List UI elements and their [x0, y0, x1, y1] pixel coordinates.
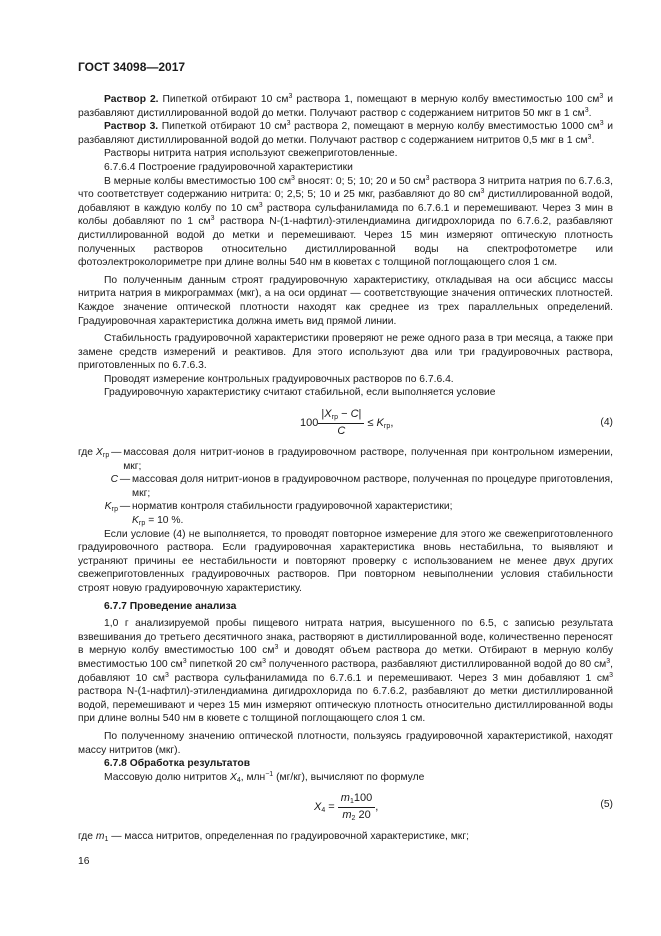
formula-4: 100 $\frac{|X_{гр} - C|}{C}$ ≤ $K_{гр}$, (4): [300, 408, 613, 437]
paragraph-solution-3: Раствор 3. Пипеткой отбирают 10 $см^3$ раствора 2, помещают в мерную колбу вместимостью 1000 $см^3$ и разбавляют дистиллированной водой до метки. Получают раствор с содержанием нитритов 0,5 мкг в 1 $см^3$.: [78, 120, 613, 146]
formula-4-definitions: [78, 446, 613, 528]
formula-5: $X_4$ = $\frac{m_1100}{m_2 20}$ , (5): [314, 792, 613, 822]
paragraph-control-measurement: Проводят измерение контрольных градуировочных растворов по 6.7.6.4.: [104, 373, 454, 385]
paragraph-repeat-measurement: Если условие (4) не выполняется, то проводят повторное измерение для этого же свежеприготовленного градуировочного раствора. Если градуировочная характеристика вновь нестабильна, то выявляют и устраняют причины ее нестабильности и повторяют проверку с использованием не менее двух других свежеприготовленных градуировочных растворов. При повторном невыполнении условия стабильности строят новую градуировочную характеристику.: [78, 528, 613, 594]
equation-number-4: (4): [600, 417, 613, 429]
section-heading-6-7-8: 6.7.8 Обработка результатов: [104, 758, 251, 770]
definition-k-gr: $K_{гр}$ — норматив контроля стабильности градуировочной характеристики;: [104, 501, 453, 514]
definition-c: C — массовая доля нитрит-ионов в градуировочном растворе, полученная по процедуре приготовления, мкг;: [110, 474, 613, 499]
paragraph-fresh-solutions: Растворы нитрита натрия используют свежеприготовленные.: [104, 148, 398, 160]
definition-m1: где $m_1$ — масса нитритов, определенная по градуировочной характеристике, мкг;: [78, 831, 469, 844]
page-header: ГОСТ 34098—2017: [78, 60, 186, 74]
equation-number-5: (5): [600, 799, 613, 811]
paragraph-find-nitrite-mass: По полученному значению оптической плотности, пользуясь градуировочной характеристикой, находят массу нитритов (мкг).: [78, 730, 613, 756]
paragraph-mass-fraction: Массовую долю нитритов $X_4$, млн$^{-1}$ (мг/кг), вычисляют по формуле: [104, 770, 425, 784]
page-number: 16: [78, 856, 90, 867]
paragraph-analysis-procedure: 1,0 г анализируемой пробы пищевого нитрата натрия, высушенного по 6.5, с записью результата взвешивания до третьего десятичного знака, растворяют в дистиллированной воде, количественно переносят в мерную колбу вместимостью 100 $см^3$ и доводят объем раствора до метки. Отбирают в мерную колбу вместимостью 100 $см^3$ пипеткой 20 $см^3$ полученного раствора, разбавляют дистиллированной водой до 80 $см^3$, добавляют 10 $см^3$ раствора сульфаниламида по 6.7.6.1 и перемешивают. Через 3 мин добавляют 1 $см^3$ раствора N-(1-нафтил)-этилендиамина дигидрохлорида по 6.7.6.2, разбавляют до метки дистиллированной водой, перемешивают и через 15 мин измеряют оптическую плотность относительно дистиллированной воды при длине волны 540 нм в кювете с толщиной поглощающего слоя 1 см.: [78, 618, 613, 725]
definition-x-gr: где $X_{гр}$ — массовая доля нитрит-ионов в градуировочном растворе, полученная при контрольном измерении, мкг;: [78, 447, 613, 472]
document-body: [78, 93, 613, 844]
paragraph-calibration-procedure: В мерные колбы вместимостью 100 $см^3$ вносят: 0; 5; 10; 20 и 50 $см^3$ раствора 3 нитрита натрия по 6.7.6.3, что соответствует содержанию нитрита: 0; 2,5; 5; 10 и 25 мкг, разбавляют до 80 $см^3$ дистиллированной водой, добавляют в каждую колбу по 10 $см^3$ раствора сульфаниламида по 6.7.6.1 и перемешивают. Через 3 мин в колбы добавляют по 1 $см^3$ раствора N-(1-нафтил)-этилендиамина дигидрохлорида по 6.7.6.2, разбавляют дистиллированной водой до метки и перемешивают. Через 15 мин измеряют оптическую плотность полученных растворов относительно дистиллированной воды на спектрофотометре или фотоэлектроколориметре при длине волны 540 нм в кюветах с толщиной поглощающего слоя 1 см.: [78, 174, 613, 269]
definition-k-gr-value: $K_{гр} = 10$ %.: [132, 515, 184, 528]
paragraph-stability: Стабильность градуировочной характеристики проверяют не реже одного раза в три месяца, а также при замене средств измерений и реактивов. Для этого используют два или три градуировочных раствора, приготовленных по 6.7.6.3.: [78, 333, 613, 372]
section-heading-6-7-7: 6.7.7 Проведение анализа: [104, 600, 237, 612]
paragraph-stability-condition: Градуировочную характеристику считают стабильной, если выполняется условие: [104, 387, 496, 399]
section-heading-6-7-6-4: 6.7.6.4 Построение градуировочной характеристики: [104, 161, 353, 173]
paragraph-calibration-plot: По полученным данным строят градуировочную характеристику, откладывая на оси абсцисс массы нитрита натрия в микрограммах (мкг), а на оси ординат — соответствующие значения оптических плотностей. Каждое значение оптической плотности находят как среднее из трех параллельных определений. Градуировочная характеристика должна иметь вид прямой линии.: [78, 274, 613, 327]
paragraph-solution-2: Раствор 2. Пипеткой отбирают 10 $см^3$ раствора 1, помещают в мерную колбу вместимостью 100 $см^3$ и разбавляют дистиллированной водой до метки. Получают раствор с содержанием нитритов 50 мкг в 1 $см^3$.: [78, 93, 613, 119]
